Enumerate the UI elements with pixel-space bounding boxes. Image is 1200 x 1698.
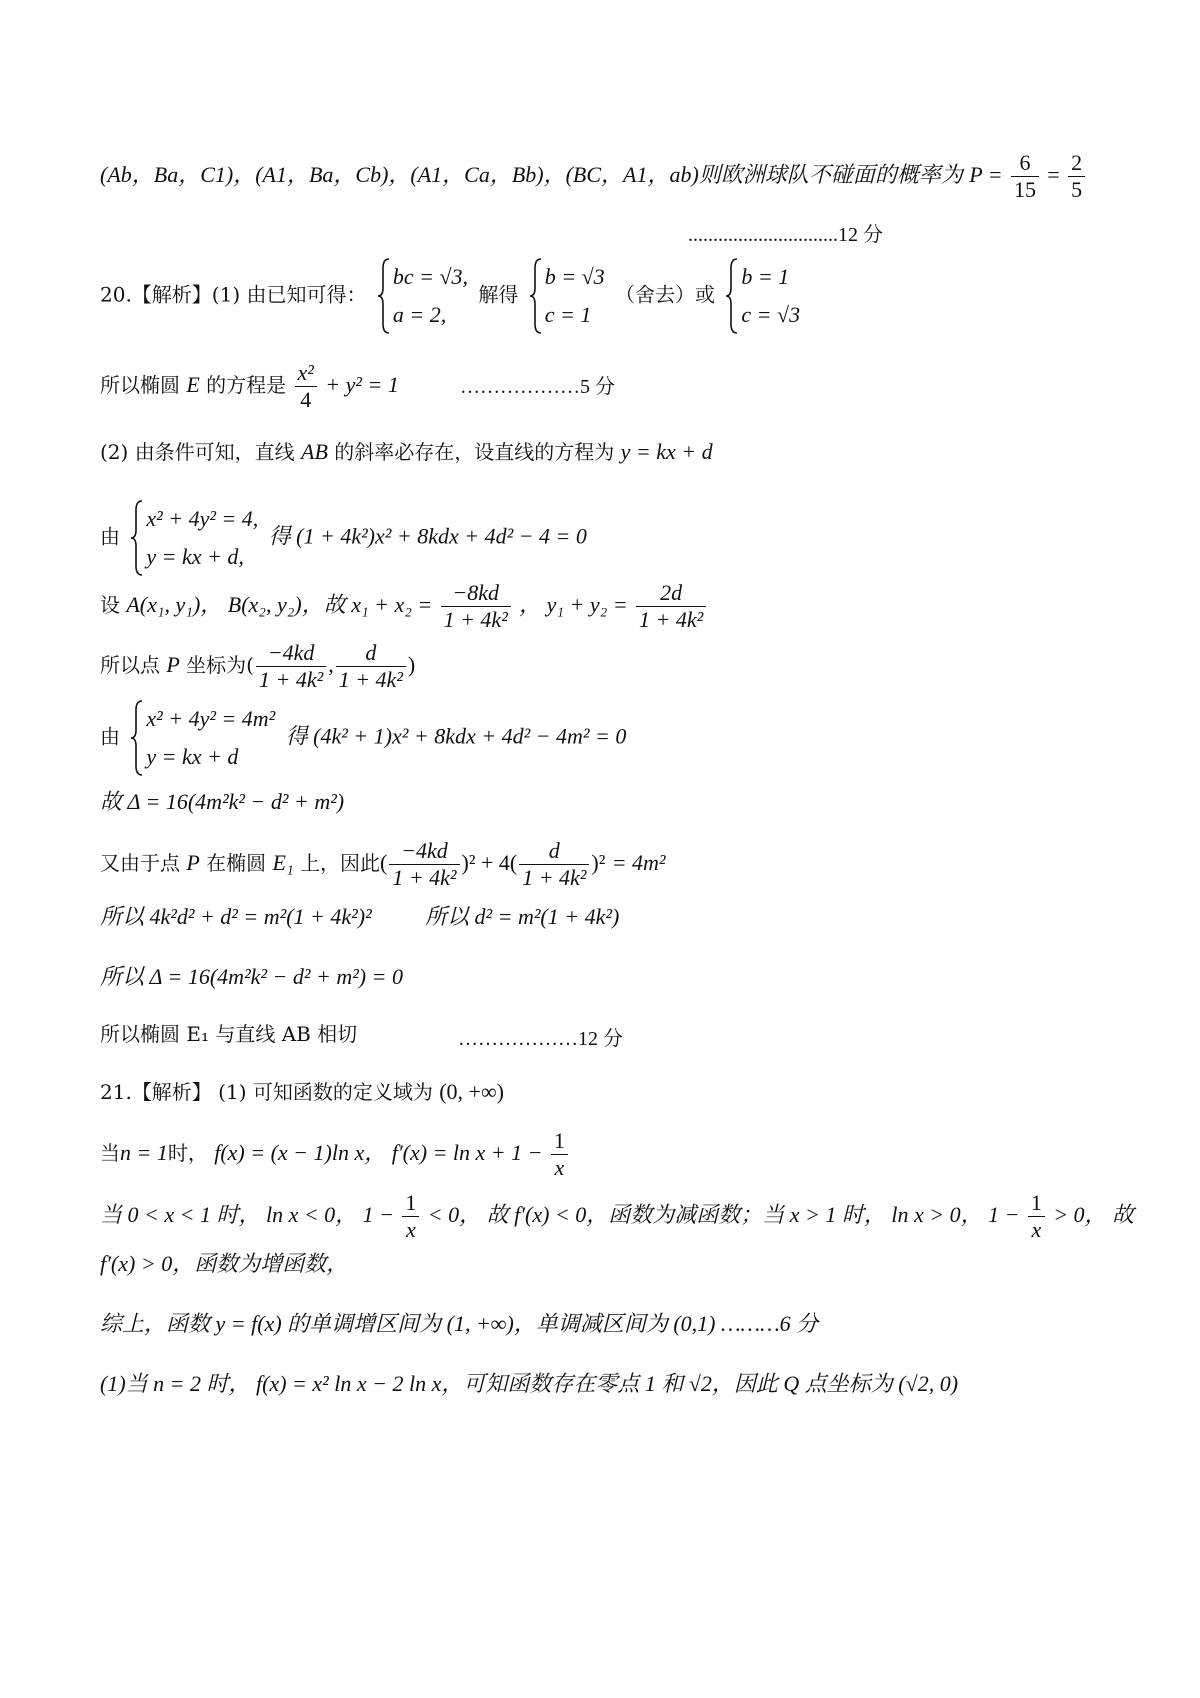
q21-case-line: 当 0 < x < 1 时， ln x < 0， 1 − $\frac{1}{x}$ < 0， 故 f′(x) < 0，函数为减函数；当 x > 1 时， ln x > 0， 1 − $\frac{1}{x}$ > 0， 故 <box>100 1190 1135 1242</box>
P-coord-line: 所以点 P 坐标为( $\frac{-4kd}{\text{1 + 4k²}}$ , $\frac{d}{\text{1 + 4k²}}$ ) <box>100 640 416 692</box>
so3-line: 所以 Δ = 16(4m²k² − d² + m²) = 0 <box>100 964 403 989</box>
system-2: b = √3 c = 1 <box>529 258 605 334</box>
system-5: x² + 4y² = 4m² y = kx + d <box>130 700 275 776</box>
ellipse-equation-line: 所以椭圆 E 的方程是 $\frac{\text{x²}}{4}$ + y² = 1 <box>100 360 399 412</box>
system-5-line: 由 x² + 4y² = 4m² y = kx + d 得 (4k² + 1)x² + 8kdx + 4d² − 4m² = 0 <box>100 700 626 776</box>
system-4: x² + 4y² = 4, y = kx + d, <box>130 500 258 576</box>
tangent-line: 所以椭圆 E₁ 与直线 AB 相切 <box>100 1022 358 1046</box>
discard-text: （舍去）或 <box>615 282 716 307</box>
so2-line: 所以 d² = m²(1 + 4k²) <box>425 904 620 929</box>
delta-line: 故 Δ = 16(4m²k² − d² + m²) <box>100 789 345 814</box>
q21-label-line: 21.【解析】 (1) 可知函数的定义域为 (0, +∞) <box>100 1079 504 1104</box>
solve-text: 解得 <box>478 282 519 307</box>
score-12-b: ………………12 分 <box>458 1028 623 1050</box>
system-4-line: 由 x² + 4y² = 4, y = kx + d, 得 (1 + 4k²)x² + 8kdx + 4d² − 4 = 0 <box>100 500 587 576</box>
q20-part2: (2) 由条件可知，直线 AB 的斜率必存在，设直线的方程为 y = kx + d <box>100 439 713 464</box>
probability-text: (Ab，Ba，C1)，(A1，Ba，Cb)，(A1，Ca，Bb)，(BC，A1，ab)则欧洲球队不碰面的概率为 <box>100 162 963 187</box>
onE1-line: 又由于点 P 在椭圆 E₁ 上，因此( $\frac{-4kd}{\text{1 + 4k²}}$ )² + 4( $\frac{d}{\text{1 + 4k²}}$ )² = 4m² <box>100 838 666 890</box>
fraction-6-15: $\frac{6}{15}$ <box>1011 150 1039 203</box>
probability-P: P = <box>969 162 1003 187</box>
so1-line: 所以 4k²d² + d² = m²(1 + 4k²)² <box>100 904 372 929</box>
fraction-2-5: $\frac{2}{5}$ <box>1068 150 1085 203</box>
q21-n2-line: (1)当 n = 2 时， f(x) = x² ln x − 2 ln x，可知函数存在零点 1 和 √2，因此 Q 点坐标为 (√2, 0) <box>100 1371 959 1396</box>
q20-part1 <box>100 258 804 334</box>
probability-line: (Ab，Ba，C1)，(A1，Ba，Cb)，(A1，Ca，Bb)，(BC，A1，ab)则欧洲球队不碰面的概率为 P = $\frac{6}{15}$ = $\frac{2}{5}$ <box>100 150 1087 203</box>
score-12-a: ..............................12 分 <box>688 224 883 246</box>
system-1: bc = √3, a = 2, <box>377 258 468 334</box>
score-5: ………………5 分 <box>460 376 615 398</box>
q21-inc-line: f′(x) > 0，函数为增函数， <box>100 1251 349 1276</box>
system-3: b = 1 c = √3 <box>725 258 800 334</box>
fraction-x2-4: $\frac{\text{x²}}{4}$ <box>295 360 317 413</box>
sum-line: 设 A(x₁, y₁)， B(x₂, y₂)，故 x₁ + x₂ = $\frac{-8kd}{\text{1 + 4k²}}$ ， y₁ + y₂ = $\frac{2d}{\text{1 + 4k²}}$ <box>100 580 708 633</box>
q20-label: 20.【解析】(1) 由已知可得： <box>100 282 367 307</box>
q21-summary-line: 综上，函数 y = f(x) 的单调增区间为 (1, +∞)，单调减区间为 (0,1) ………6 分 <box>100 1311 819 1336</box>
q21-n1-line: 当n = 1时， f(x) = (x − 1)ln x， f′(x) = ln x + 1 − $\frac{1}{x}$ <box>100 1128 570 1181</box>
